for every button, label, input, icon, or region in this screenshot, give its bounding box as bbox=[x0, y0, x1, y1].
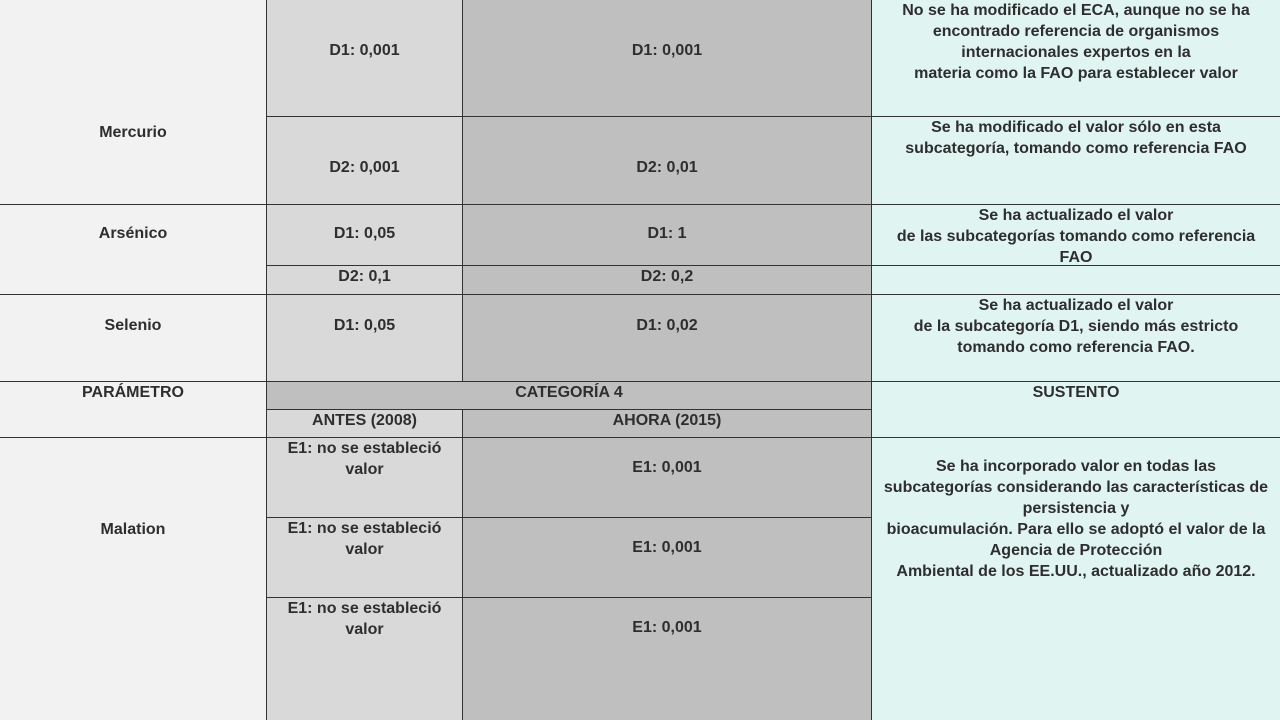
antes-cell-mercurio-d1: D1: 0,001 bbox=[267, 0, 463, 117]
parametro-cell-mercurio: Mercurio bbox=[0, 0, 267, 205]
parametro-cell-selenio: Selenio bbox=[0, 295, 267, 382]
sustento-cell-malation: Se ha incorporado valor en todas las subcategorías considerando las características de persistencia y bioacumulación. Para ello se adoptó el valor de la Agencia de Protección Ambiental de los EE.UU., actualizado año 2012. bbox=[872, 438, 1280, 720]
antes-cell-arsenico-d1: D1: 0,05 bbox=[267, 205, 463, 266]
parametro-cell-arsenico: Arsénico bbox=[0, 205, 267, 295]
ahora-cell-malation-1: E1: 0,001 bbox=[463, 438, 872, 518]
ahora-cell-mercurio-d1: D1: 0,001 bbox=[463, 0, 872, 117]
ahora-cell-arsenico-d1: D1: 1 bbox=[463, 205, 872, 266]
antes-cell-malation-1: E1: no se estableció valor bbox=[267, 438, 463, 518]
header-sustento: SUSTENTO bbox=[872, 382, 1280, 438]
header-parametro: PARÁMETRO bbox=[0, 382, 267, 438]
sustento-cell-mercurio-d2: Se ha modificado el valor sólo en esta subcategoría, tomando como referencia FAO bbox=[872, 117, 1280, 205]
parametro-cell-malation: Malation bbox=[0, 438, 267, 720]
antes-cell-selenio-d1: D1: 0,05 bbox=[267, 295, 463, 382]
antes-cell-malation-2: E1: no se estableció valor bbox=[267, 518, 463, 598]
header-ahora: AHORA (2015) bbox=[463, 410, 872, 438]
ahora-cell-mercurio-d2: D2: 0,01 bbox=[463, 117, 872, 205]
ahora-cell-malation-2: E1: 0,001 bbox=[463, 518, 872, 598]
antes-cell-arsenico-d2: D2: 0,1 bbox=[267, 266, 463, 295]
sustento-cell-selenio-d1: Se ha actualizado el valor de la subcategoría D1, siendo más estricto tomando como referencia FAO. bbox=[872, 295, 1280, 382]
header-antes: ANTES (2008) bbox=[267, 410, 463, 438]
antes-cell-malation-3: E1: no se estableció valor bbox=[267, 598, 463, 720]
ahora-cell-malation-3: E1: 0,001 bbox=[463, 598, 872, 720]
sustento-cell-arsenico-d2 bbox=[872, 266, 1280, 295]
sustento-cell-mercurio-d1: No se ha modificado el ECA, aunque no se ha encontrado referencia de organismos internacionales expertos en la materia como la FAO para establecer valor bbox=[872, 0, 1280, 117]
ahora-cell-arsenico-d2: D2: 0,2 bbox=[463, 266, 872, 295]
ahora-cell-selenio-d1: D1: 0,02 bbox=[463, 295, 872, 382]
sustento-cell-arsenico-d1: Se ha actualizado el valor de las subcategorías tomando como referencia FAO bbox=[872, 205, 1280, 266]
antes-cell-mercurio-d2: D2: 0,001 bbox=[267, 117, 463, 205]
header-categoria: CATEGORÍA 4 bbox=[267, 382, 872, 410]
